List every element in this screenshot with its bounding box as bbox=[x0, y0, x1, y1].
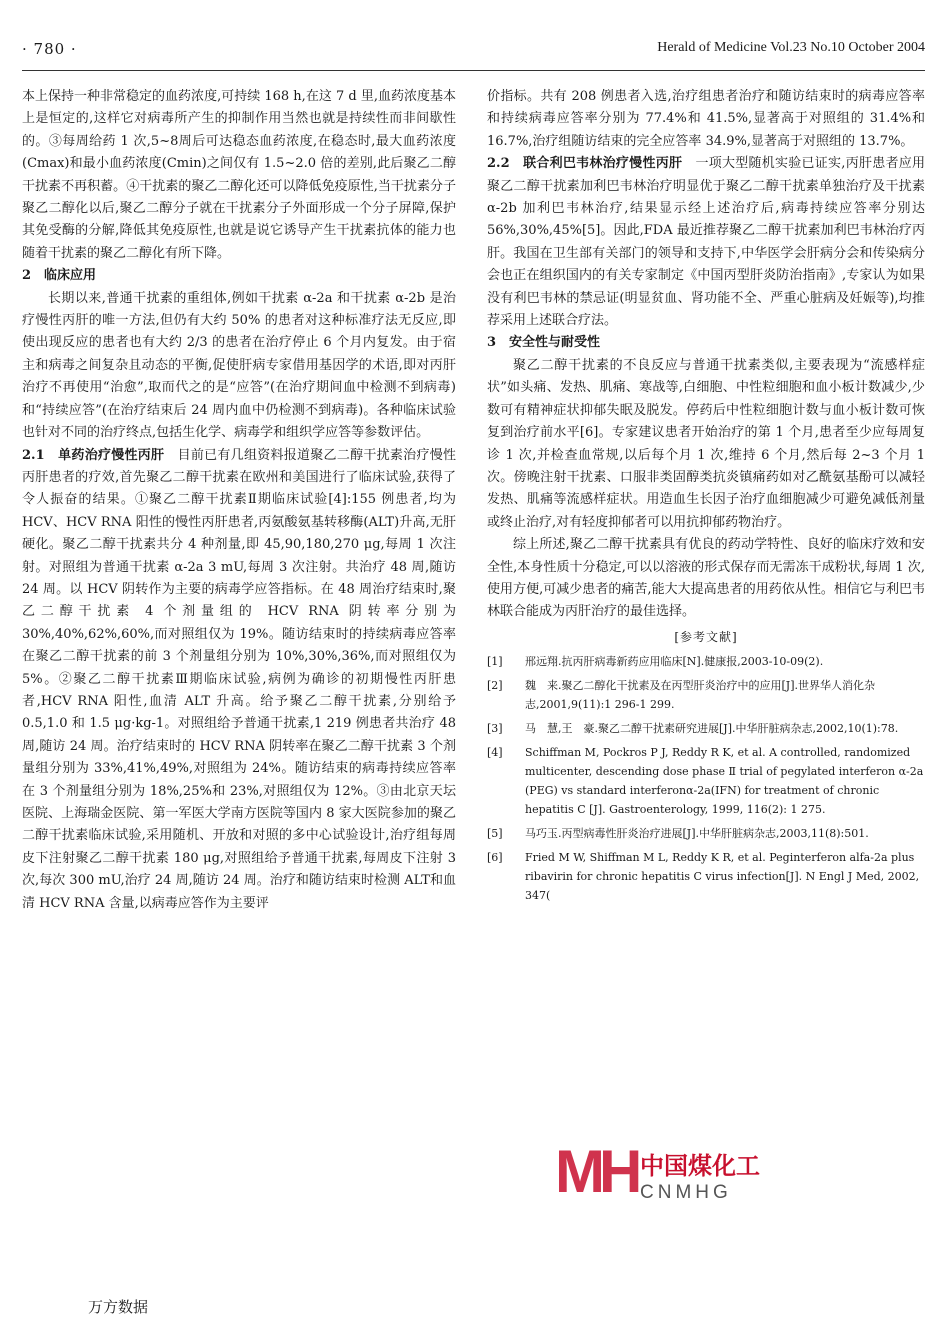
reference-item bbox=[487, 676, 925, 714]
reference-text: 邢远翔.抗丙肝病毒新药应用临床[N].健康报,2003-10-09(2). bbox=[525, 655, 824, 669]
section-2-1-title: 2.1 单药治疗慢性丙肝 bbox=[22, 447, 165, 463]
left-column bbox=[22, 86, 456, 915]
journal-info: Herald of Medicine Vol.23 No.10 October 2004 bbox=[657, 40, 925, 55]
reference-text: 马巧玉.丙型病毒性肝炎治疗进展[J].中华肝脏病杂志,2003,11(8):501. bbox=[525, 827, 869, 841]
paragraph-clinical-application: 长期以来,普通干扰素的重组体,例如干扰素 α-2a 和干扰素 α-2b 是治疗慢性丙肝的唯一方法,但仍有大约 50% 的患者对这种标准疗法无反应,即使出现反应的患者也有大约 2/3 的患者在治疗停止 6 个月内复发。由于宿主和病毒之间复杂且动态的平衡,促使肝病专家借用基因学的术语,即对丙肝治疗不再使用“治愈”,取而代之的是“应答”(在治疗期间血中检测不到病毒)和“持续应答”(在治疗结束后 24 周内血中仍检测不到病毒)。各种临床试验也针对不同的治疗终点,包括生化学、病毒学和组织学应答等参数评估。 bbox=[22, 290, 456, 441]
reference-text: Fried M W, Shiffman M L, Reddy K R, et al. Peginterferon alfa-2a plus ribavirin for chronic hepatitis C virus infection[J]. N Engl J Med, 2002, 347( bbox=[525, 851, 920, 903]
paragraph-section-2-2 bbox=[487, 153, 925, 332]
reference-item bbox=[487, 824, 925, 843]
reference-item bbox=[487, 848, 925, 905]
reference-text: Schiffman M, Pockros P J, Reddy R K, et al. A controlled, randomized multicenter, descending dose phase Ⅱ trial of pegylated interferon α-2a (PEG) vs standard interferonα-2a(IFN) for treatment of chronic hepatitis C [J]. Gastroenterology, 1999, 116(2): 1 275. bbox=[525, 746, 924, 817]
page-header bbox=[22, 40, 925, 66]
reference-number: [3] bbox=[487, 722, 503, 736]
paragraph-safety: 聚乙二醇干扰素的不良反应与普通干扰素类似,主要表现为“流感样症状”如头痛、发热、肌痛、寒战等,白细胞、中性粒细胞和血小板计数减少,少数可有精神症状抑郁失眠及脱发。停药后中性粒细胞计数与血小板计数可恢复到治疗前水平[6]。专家建议患者开始治疗的第 1 个月,患者至少应每周复诊 1 次,并检查血常规,以后每个月 1 次,维持 6 个月,然后每 2~3 个月 1 次。傍晚注射干扰素、口服非类固醇类抗炎镇痛药如对乙酰氨基酚可以减轻发热、肌痛等流感样症状。用造血生长因子治疗血细胞减少可避免减低剂量或终止治疗,对有轻度抑郁者可以用抗抑郁药物治疗。 bbox=[487, 357, 925, 530]
reference-number: [5] bbox=[487, 827, 503, 841]
page-number: · 780 · bbox=[22, 40, 77, 58]
reference-item bbox=[487, 652, 925, 671]
section-3-title: 3 安全性与耐受性 bbox=[487, 335, 601, 351]
section-2-1-text: 目前已有几组资料报道聚乙二醇干扰素治疗慢性丙肝患者的疗效,首先聚乙二醇干扰素在欧州和美国进行了临床试验,获得了令人振奋的结果。①聚乙二醇干扰素Ⅱ期临床试验[4]:155 例患者,均为 HCV、HCV RNA 阳性的慢性丙肝患者,丙氨酸氨基转移酶(ALT)升高,无肝硬化。聚乙二醇干扰素共分 4 种剂量,即 45,90,180,270 μg,每周 1 次注射。对照组为普通干扰素 α-2a 3 mU,每周 3 次注射。共治疗 48 周,随访 24 周。以 HCV 阴转作为主要的病毒学应答指标。在 48 周治疗结束时,聚乙二醇干扰素 4 个剂量组的 HCV RNA 阴转率分别为 30%,40%,62%,60%,而对照组仅为 19%。随访结束时的持续病毒应答率在聚乙二醇干扰素的前 3 个剂量组分别为 10%,30%,36%,而对照组仅为 5%。②聚乙二醇干扰素Ⅲ期临床试验,病例为确诊的初期慢性丙肝患者,HCV RNA 阳性,血清 ALT 升高。给予聚乙二醇干扰素,分别给予 0.5,1.0 和 1.5 μg·kg-1。对照组给予普通干扰素,1 219 例患者共治疗 48 周,随访 24 周。治疗结束时的 HCV RNA 阴转率在聚乙二醇干扰素 3 个剂量组分别为 33%,41%,49%,对照组为 24%。随访结束的病毒持续应答率在 3 个剂量组分别为 18%,25%和 23%,对照组仅为 12%。③由北京天坛医院、上海瑞金医院、第一军医大学南方医院等国内 8 家大医院参加的聚乙二醇干扰素临床试验,采用随机、开放和对照的多中心试验设计,治疗组每周皮下注射聚乙二醇干扰素 180 μg,对照组给予普通干扰素,每周皮下注射 3 次,每次 300 mU,治疗 24 周,随访 24 周。治疗和随访结束时检测 ALT和血清 HCV RNA 含量,以病毒应答作为主要评 bbox=[22, 447, 456, 911]
paragraph-continued: 本上保持一种非常稳定的血药浓度,可持续 168 h,在这 7 d 里,血药浓度基本上是恒定的,这样它对病毒所产生的抑制作用当然也就是持续性而非间歇性的。③每周给药 1 次,5~8周后可达稳态血药浓度,在稳态时,最大血药浓度(Cmax)和最小血药浓度(Cmin)之间仅有 1.5~2.0 倍的差别,此后聚乙二醇干扰素不再积蓄。④干扰素的聚乙二醇化还可以降低免疫原性,当干扰素分子聚乙二醇化以后,聚乙二醇分子就在干扰素分子外面形成一个分子屏障,保护其免受酶的分解,降低其免疫原性,也就是说它诱导产生干扰素抗体的能力也随着干扰素的聚乙二醇化有所下降。 bbox=[22, 89, 456, 261]
references-title: [参考文献] bbox=[674, 629, 738, 644]
paragraph-section-2-1 bbox=[22, 445, 456, 916]
reference-number: [1] bbox=[487, 655, 503, 669]
reference-item bbox=[487, 743, 925, 819]
section-2-2-text: 一项大型随机实验已证实,丙肝患者应用聚乙二醇干扰素加利巴韦林治疗明显优于聚乙二醇干扰素单独治疗及干扰素 α-2b 加利巴韦林治疗,结果显示经上述治疗后,病毒持续应答率分别达 56%,30%,45%[5]。因此,FDA 最近推荐聚乙二醇干扰素加利巴韦林治疗丙肝。我国在卫生部有关部门的领导和支持下,中华医学会肝病分会和传染病分会也正在组织国内的有关专家制定《中国丙型肝炎防治指南》,专家认为如果没有利巴韦林的禁忌证(明显贫血、肾功能不全、严重心脏病及妊娠等),均推荐采用上述联合疗法。 bbox=[487, 156, 925, 329]
paragraph-continued-right: 价指标。共有 208 例患者入选,治疗组患者治疗和随访结束时的病毒应答率和持续病毒应答率分别为 77.4%和 41.5%,显著高于对照组的 31.4%和 16.7%,治疗组随访结束的完全应答率 34.9%,显著高于对照组的 13.7%。 bbox=[487, 89, 925, 149]
logo-mark-icon: MH bbox=[555, 1138, 637, 1205]
right-column bbox=[487, 86, 925, 910]
reference-item bbox=[487, 719, 925, 738]
logo-name-en: CNMHG bbox=[640, 1182, 732, 1203]
reference-number: [4] bbox=[487, 746, 503, 760]
header-rule bbox=[22, 70, 925, 71]
reference-text: 马 慧,王 豪.聚乙二醇干扰素研究进展[J].中华肝脏病杂志,2002,10(1):78. bbox=[525, 722, 899, 736]
watermark-logo bbox=[555, 1140, 775, 1215]
paragraph-summary: 综上所述,聚乙二醇干扰素具有优良的药动学特性、良好的临床疗效和安全性,本身性质十分稳定,可以以溶液的形式保存而无需冻干成粉状,每周 1 次,使用方便,可减少患者的痛苦,能大大提高患者的用药依从性。相信它与利巴韦林联合能成为丙肝治疗的最佳选择。 bbox=[487, 537, 925, 620]
section-2-title: 2 临床应用 bbox=[22, 268, 97, 284]
reference-text: 魏 来.聚乙二醇化干扰素及在丙型肝炎治疗中的应用[J].世界华人消化杂志,2001,9(11):1 296-1 299. bbox=[525, 679, 875, 712]
source-label: 万方数据 bbox=[88, 1299, 149, 1316]
logo-name-cn: 中国煤化工 bbox=[640, 1152, 760, 1180]
reference-number: [2] bbox=[487, 679, 503, 693]
section-2-2-title: 2.2 联合利巴韦林治疗慢性丙肝 bbox=[487, 156, 683, 172]
reference-number: [6] bbox=[487, 851, 503, 865]
